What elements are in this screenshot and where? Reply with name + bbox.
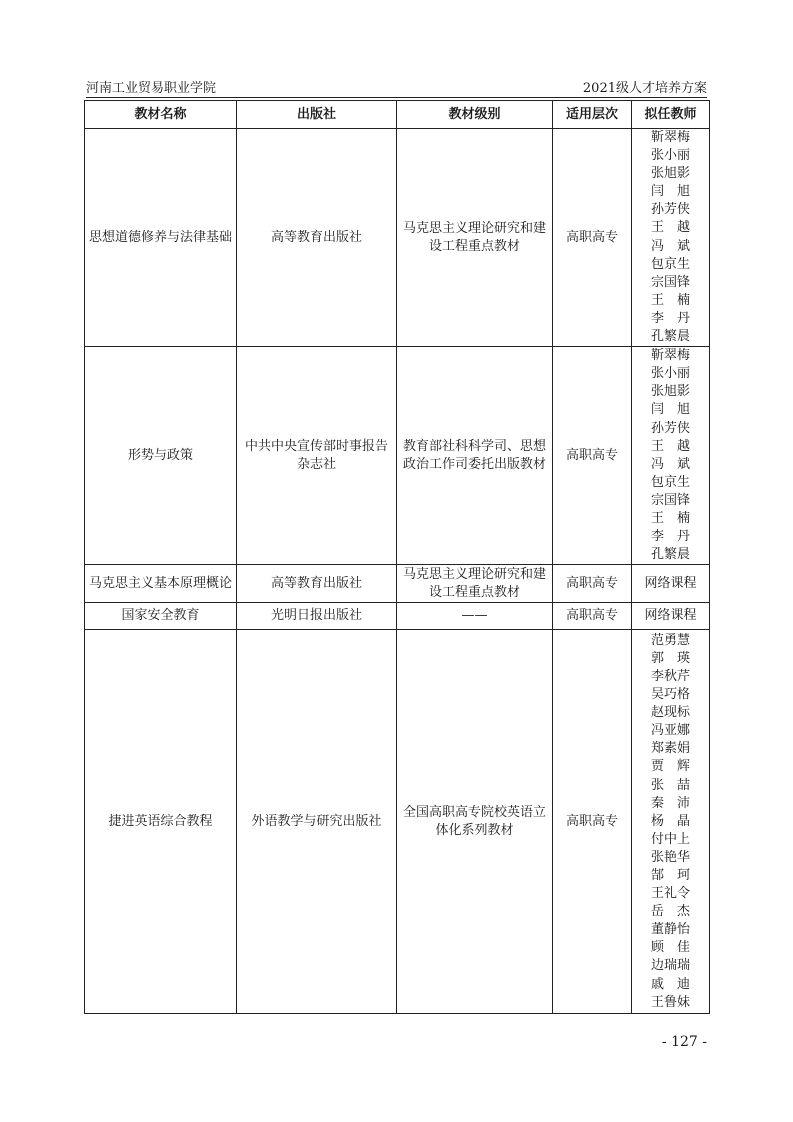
table-row xyxy=(85,129,710,347)
teacher-name: 靳翠梅 xyxy=(650,130,690,145)
publisher-cell: 中共中央宣传部时事报告杂志社 xyxy=(237,347,397,565)
teacher-list xyxy=(636,632,705,1012)
teacher-name: 岳 杰 xyxy=(650,904,690,920)
table-row xyxy=(85,630,710,1014)
teachers-cell xyxy=(632,129,710,347)
textbook-name-cell: 思想道德修养与法律基础 xyxy=(85,129,237,347)
applicable-level-cell: 高职高专 xyxy=(553,129,632,347)
teacher-name: 张 喆 xyxy=(650,777,690,793)
teacher-name: 李 丹 xyxy=(650,529,690,545)
teacher-name: 张小丽 xyxy=(650,366,690,382)
textbook-name-cell: 捷进英语综合教程 xyxy=(85,630,237,1014)
publisher-cell: 外语教学与研究出版社 xyxy=(237,630,397,1014)
teacher-name: 范勇慧 xyxy=(650,632,690,648)
teacher-name: 边瑞瑞 xyxy=(650,958,690,974)
teacher-name: 宗国锋 xyxy=(650,274,690,290)
column-header-publisher: 出版社 xyxy=(237,101,397,129)
applicable-level-cell: 高职高专 xyxy=(553,347,632,565)
teacher-name: 闫 旭 xyxy=(650,402,690,418)
teachers-cell xyxy=(632,347,710,565)
teacher-name: 王 越 xyxy=(650,438,690,454)
column-header-teachers: 拟任教师 xyxy=(632,101,710,129)
teacher-name: 王 楠 xyxy=(650,510,690,526)
applicable-level-cell: 高职高专 xyxy=(553,603,632,630)
teacher-name: 张旭影 xyxy=(650,384,690,400)
applicable-level-cell: 高职高专 xyxy=(553,565,632,603)
teacher-name: 包京生 xyxy=(650,474,690,490)
teacher-name: 郑素娟 xyxy=(650,741,690,757)
teacher-name: 吴巧格 xyxy=(650,687,690,703)
textbook-level-cell: 全国高职高专院校英语立体化系列教材 xyxy=(397,630,553,1014)
publisher-cell: 高等教育出版社 xyxy=(237,565,397,603)
table-row xyxy=(85,347,710,565)
teacher-name: 贾 辉 xyxy=(650,759,690,775)
table-header-row xyxy=(85,101,710,129)
teacher-name: 李 丹 xyxy=(650,310,690,326)
teacher-name: 顾 佳 xyxy=(650,940,690,956)
teacher-name: 张旭影 xyxy=(650,166,690,182)
textbook-level-cell: 教育部社科科学司、思想政治工作司委托出版教材 xyxy=(397,347,553,565)
teacher-name: 王礼令 xyxy=(650,886,690,902)
textbook-name-cell: 国家安全教育 xyxy=(85,603,237,630)
applicable-level-cell: 高职高专 xyxy=(553,630,632,1014)
table-row xyxy=(85,603,710,630)
teacher-name: 冯 斌 xyxy=(650,238,690,254)
teacher-name: 宗国锋 xyxy=(650,492,690,508)
teacher-name: 张艳华 xyxy=(650,849,690,865)
textbook-name-cell: 形势与政策 xyxy=(85,347,237,565)
teacher-name: 孙芳侠 xyxy=(650,202,690,218)
teachers-cell: 网络课程 xyxy=(632,565,710,603)
publisher-cell: 高等教育出版社 xyxy=(237,129,397,347)
header-document-title: 2021级人才培养方案 xyxy=(582,81,707,96)
textbook-table xyxy=(84,100,710,1014)
teacher-name: 孔繁晨 xyxy=(650,547,690,563)
teacher-name: 杨 晶 xyxy=(650,813,690,829)
teacher-name: 闫 旭 xyxy=(650,184,690,200)
teacher-name: 郜 珂 xyxy=(650,867,690,883)
teacher-list xyxy=(636,347,705,564)
teacher-name: 赵现标 xyxy=(650,705,690,721)
teacher-name: 张小丽 xyxy=(650,148,690,164)
header-institution: 河南工业贸易职业学院 xyxy=(86,81,217,96)
column-header-applicable-level: 适用层次 xyxy=(553,101,632,129)
teacher-name: 王 楠 xyxy=(650,292,690,308)
textbook-level-cell: 马克思主义理论研究和建设工程重点教材 xyxy=(397,565,553,603)
teacher-name: 包京生 xyxy=(650,256,690,272)
teacher-name: 靳翠梅 xyxy=(650,348,690,364)
teacher-name: 孙芳侠 xyxy=(650,420,690,436)
teacher-name: 冯 斌 xyxy=(650,456,690,472)
textbook-level-cell: 马克思主义理论研究和建设工程重点教材 xyxy=(397,129,553,347)
teacher-name: 王 越 xyxy=(650,220,690,236)
header-divider xyxy=(86,97,707,98)
textbook-name-cell: 马克思主义基本原理概论 xyxy=(85,565,237,603)
teacher-name: 付中上 xyxy=(650,831,690,847)
page-number: - 127 - xyxy=(661,1034,707,1050)
teacher-name: 戚 迪 xyxy=(650,976,690,992)
teacher-list xyxy=(636,129,705,346)
teacher-name: 秦 沛 xyxy=(650,795,690,811)
teacher-name: 郭 瑛 xyxy=(650,650,690,666)
table-row xyxy=(85,565,710,603)
teacher-name: 董静怡 xyxy=(650,922,690,938)
teacher-name: 李秋芹 xyxy=(650,668,690,684)
column-header-textbook-name: 教材名称 xyxy=(85,101,237,129)
column-header-textbook-level: 教材级别 xyxy=(397,101,553,129)
teachers-cell: 网络课程 xyxy=(632,603,710,630)
teacher-name: 冯亚娜 xyxy=(650,723,690,739)
teachers-cell xyxy=(632,630,710,1014)
teacher-name: 孔繁晨 xyxy=(650,329,690,345)
publisher-cell: 光明日报出版社 xyxy=(237,603,397,630)
teacher-name: 王鲁妹 xyxy=(650,994,690,1010)
textbook-level-cell: —— xyxy=(397,603,553,630)
